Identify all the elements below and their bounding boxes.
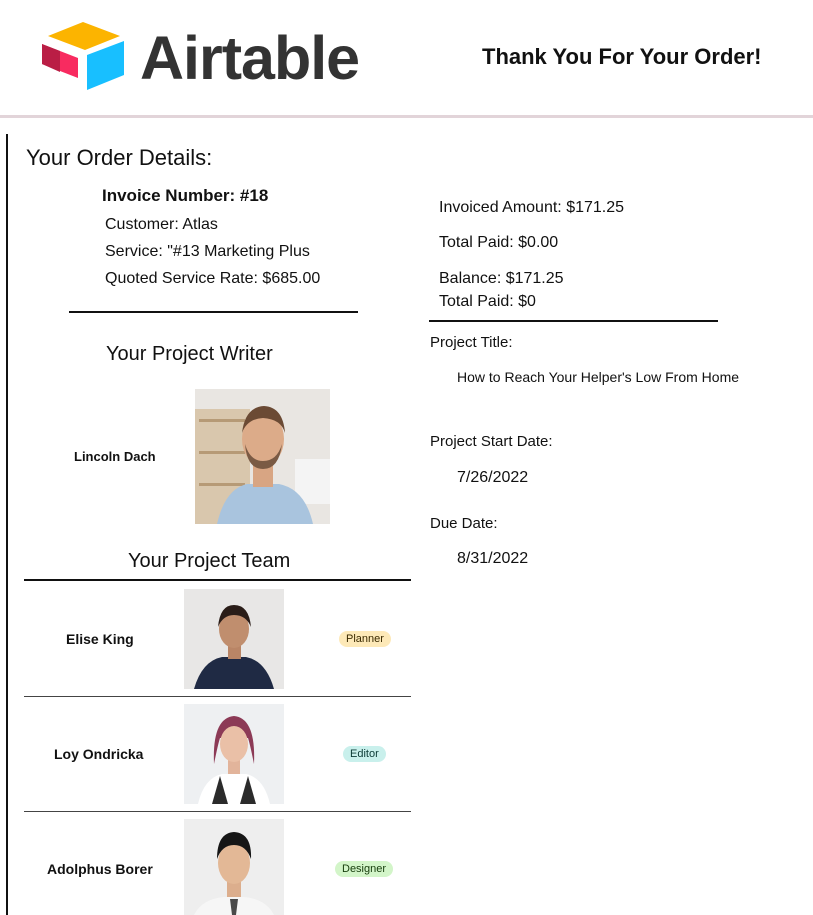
header [0,0,813,118]
logo-wordmark: Airtable [140,24,360,92]
team-header-divider [24,579,411,581]
due-date-value: 8/31/2022 [457,550,529,567]
invoice-number: Invoice Number: #18 [102,186,269,205]
role-badge-editor: Editor [343,746,386,762]
airtable-logo-icon [40,20,126,92]
invoiced-amount: Invoiced Amount: $171.25 [439,199,625,216]
role-badge-designer: Designer [335,861,393,877]
due-date-label: Due Date: [430,515,498,532]
team-row-divider [24,696,411,697]
summary-divider [429,320,718,322]
project-title-value: How to Reach Your Helper's Low From Home [457,369,740,385]
total-paid-rounded: Total Paid: $0 [439,293,536,310]
left-border [6,134,8,915]
project-title-label: Project Title: [430,334,513,351]
team-member-name: Adolphus Borer [47,861,153,877]
customer: Customer: Atlas [105,216,218,233]
project-team-heading: Your Project Team [128,550,291,572]
balance: Balance: $171.25 [439,270,564,287]
project-start-date-label: Project Start Date: [430,433,553,450]
team-member-name: Elise King [66,631,134,647]
order-details-title: Your Order Details: [26,145,213,170]
quoted-service-rate: Quoted Service Rate: $685.00 [105,270,321,287]
project-start-date-value: 7/26/2022 [457,469,529,486]
team-row-divider [24,811,411,812]
writer-name: Lincoln Dach [74,449,156,464]
team-member-photo [184,704,284,804]
airtable-logo [40,20,370,95]
team-member-name: Loy Ondricka [54,746,144,762]
role-badge-planner: Planner [339,631,391,647]
thank-you-heading: Thank You For Your Order! [482,44,762,69]
project-writer-heading: Your Project Writer [106,343,273,365]
service: Service: "#13 Marketing Plus [105,243,310,260]
header-divider [0,115,813,118]
writer-photo [195,389,330,524]
total-paid: Total Paid: $0.00 [439,234,559,251]
team-member-photo [184,589,284,689]
team-member-photo [184,819,284,915]
order-divider [69,311,358,313]
